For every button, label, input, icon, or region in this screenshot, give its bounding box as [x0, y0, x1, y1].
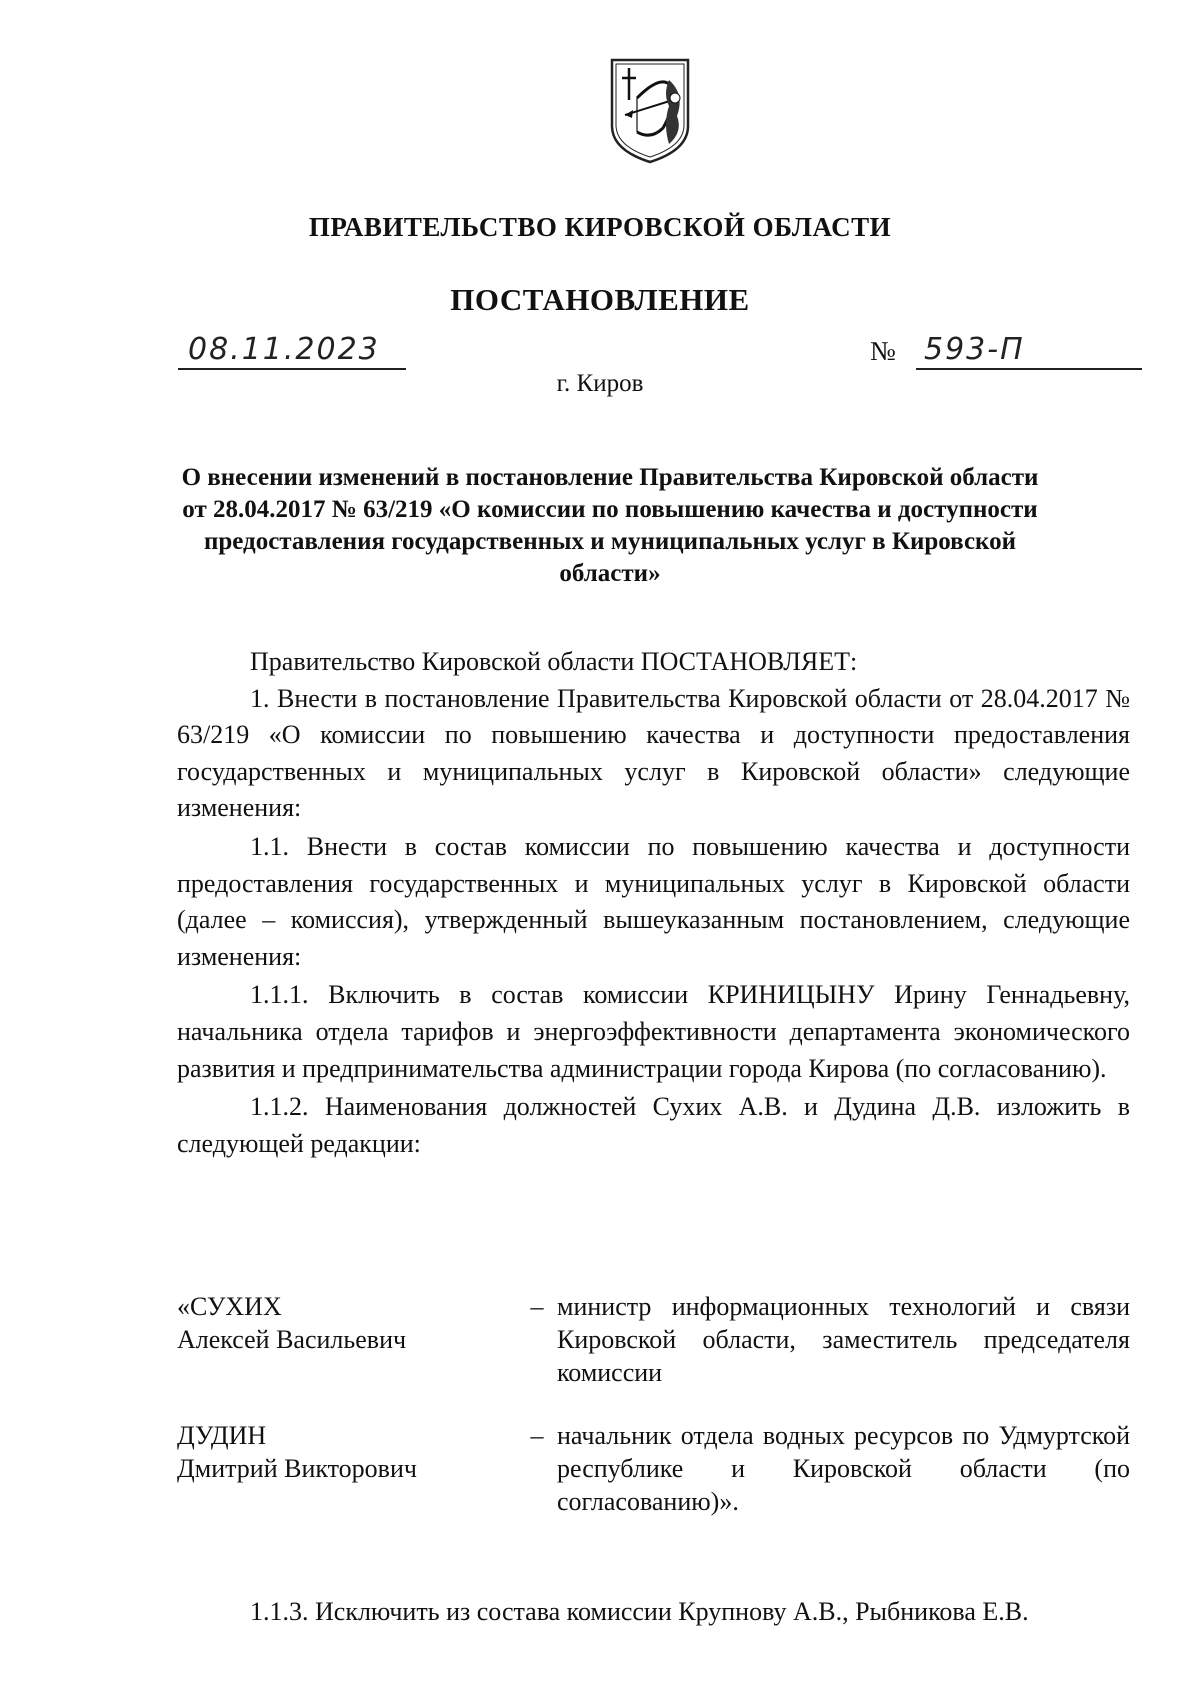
- member-name: [177, 1419, 517, 1518]
- kirov-coat-of-arms-icon: [607, 54, 693, 166]
- document-number: 593-П: [924, 332, 1025, 367]
- body-paragraph: 1. Внести в постановление Правительства Кировской области от 28.04.2017 № 63/219 «О комиссии по повышению качества и доступности предоставления государственных и муниципальных услуг в Кировской области» следующие изменения:: [177, 683, 1130, 823]
- document-type: ПОСТАНОВЛЕНИЕ: [450, 282, 750, 317]
- document-subject: О внесении изменений в постановление Правительства Кировской области от 28.04.2017 № 63/219 «О комиссии по повышению качества и доступности предоставления государственных и муниципальных услуг в Кировской области»: [181, 464, 1039, 587]
- body-paragraph: 1.1.2. Наименования должностей Сухих А.В. и Дудина Д.В. изложить в следующей редакции:: [177, 1092, 1130, 1158]
- member-row: [177, 1419, 1130, 1518]
- member-name: [177, 1290, 517, 1389]
- member-dash: –: [530, 1292, 544, 1321]
- member-surname: «СУХИХ: [177, 1292, 282, 1321]
- document-date: 08.11.2023: [188, 332, 380, 367]
- member-dash: –: [530, 1421, 544, 1450]
- number-sign: №: [870, 336, 896, 366]
- body-paragraph: Правительство Кировской области ПОСТАНОВЛЯЕТ:: [250, 647, 858, 676]
- member-position: министр информационных технологий и связи Кировской области, заместитель председателя комиссии: [557, 1292, 1130, 1387]
- document-date-field: [178, 332, 406, 370]
- body-paragraph: 1.1.1. Включить в состав комиссии КРИНИЦЫНУ Ирину Геннадьевну, начальника отдела тарифов и энергоэффективности департамента экономического развития и предпринимательства администрации города Кирова (по согласованию).: [177, 980, 1130, 1083]
- member-row: [177, 1290, 1130, 1389]
- final-paragraph: 1.1.3. Исключить из состава комиссии Крупнову А.В., Рыбникова Е.В.: [250, 1597, 1029, 1626]
- member-position: начальник отдела водных ресурсов по Удмуртской республике и Кировской области (по согласованию)».: [557, 1421, 1130, 1516]
- member-given-names: Дмитрий Викторович: [177, 1454, 417, 1483]
- document-number-line: [916, 332, 1142, 370]
- member-surname: ДУДИН: [177, 1421, 267, 1450]
- body-paragraph: 1.1. Внести в состав комиссии по повышению качества и доступности предоставления государственных и муниципальных услуг в Кировской области (далее – комиссия), утвержденный вышеуказанным постановлением, следующие изменения:: [177, 831, 1130, 971]
- government-title: ПРАВИТЕЛЬСТВО КИРОВСКОЙ ОБЛАСТИ: [308, 212, 892, 242]
- commission-members-list: [177, 1290, 1130, 1548]
- member-given-names: Алексей Васильевич: [177, 1325, 407, 1354]
- document-city: г. Киров: [556, 370, 644, 397]
- document-body: [177, 644, 1130, 1162]
